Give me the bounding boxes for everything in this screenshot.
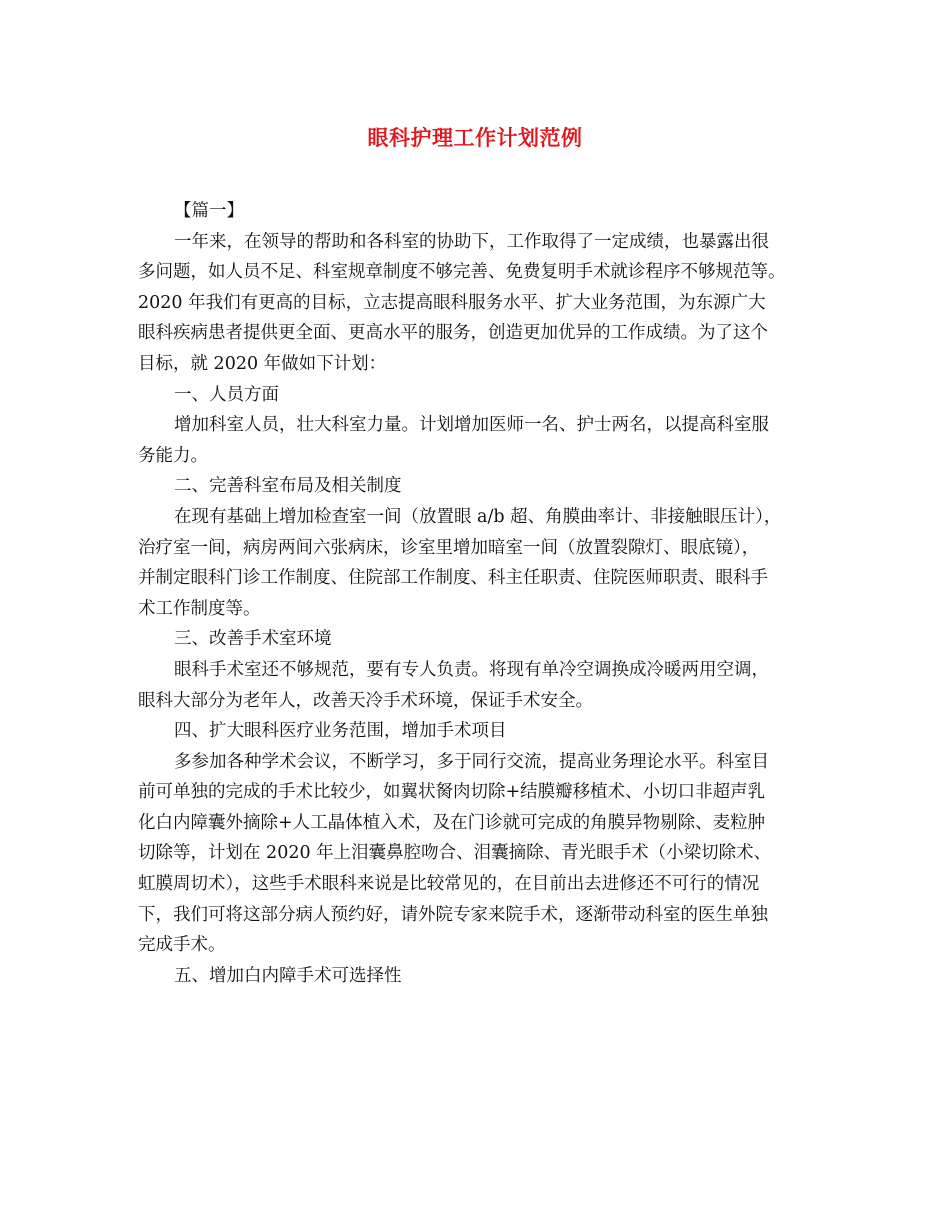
text-line: 一年来，在领导的帮助和各科室的协助下，工作取得了一定成绩，也暴露出很 (174, 231, 769, 252)
text-line: 切除等，计划在 2020 年上泪囊鼻腔吻合、泪囊摘除、青光眼手术（小梁切除术、 (138, 843, 772, 864)
document-body (138, 196, 818, 991)
text-line: 二、完善科室布局及相关制度 (174, 476, 402, 497)
text-line: 多参加各种学术会议，不断学习，多于同行交流，提高业务理论水平。科室目 (174, 751, 769, 772)
text-line: 务能力。 (138, 445, 208, 466)
text-line: 增加科室人员，壮大科室力量。计划增加医师一名、护士两名，以提高科室服 (174, 415, 769, 436)
text-line: 化白内障囊外摘除+人工晶体植入术，及在门诊就可完成的角膜异物剔除、麦粒肿 (138, 812, 766, 833)
document-title: 眼科护理工作计划范例 (367, 125, 583, 150)
text-line: 下，我们可将这部分病人预约好，请外院专家来院手术，逐渐带动科室的医生单独 (138, 904, 768, 925)
text-line: 目标，就 2020 年做如下计划： (138, 353, 387, 374)
text-line: 在现有基础上增加检查室一间（放置眼 a/b 超、角膜曲率计、非接触眼压计）， (174, 506, 782, 527)
text-line: 虹膜周切术），这些手术眼科来说是比较常见的，在目前出去进修还不可行的情况 (138, 874, 760, 895)
text-line: 四、扩大眼科医疗业务范围，增加手术项目 (174, 721, 507, 742)
text-line: 多问题，如人员不足、科室规章制度不够完善、免费复明手术就诊程序不够规范等。 (138, 262, 786, 283)
text-line: 眼科大部分为老年人，改善天冷手术环境，保证手术安全。 (138, 690, 593, 711)
text-line: 一、人员方面 (174, 384, 279, 405)
text-line: 2020 年我们有更高的目标，立志提高眼科服务水平、扩大业务范围，为东源广大 (138, 292, 766, 313)
text-line: 完成手术。 (138, 935, 226, 956)
text-line: 五、增加白内障手术可选择性 (174, 965, 402, 986)
text-line: 三、改善手术室环境 (174, 629, 332, 650)
text-line: 【篇一】 (174, 201, 244, 221)
text-line: 术工作制度等。 (138, 598, 261, 619)
text-line: 眼科疾病患者提供更全面、更高水平的服务，创造更加优异的工作成绩。为了这个 (138, 323, 768, 344)
text-line: 前可单独的完成的手术比较少，如翼状胬肉切除+结膜瓣移植术、小切口非超声乳 (138, 782, 766, 803)
text-line: 眼科手术室还不够规范，要有专人负责。将现有单冷空调换成冷暖两用空调， (174, 659, 769, 680)
text-line: 治疗室一间，病房两间六张病床，诊室里增加暗室一间（放置裂隙灯、眼底镜）， (138, 537, 760, 558)
text-line: 并制定眼科门诊工作制度、住院部工作制度、科主任职责、住院医师职责、眼科手 (138, 568, 768, 589)
